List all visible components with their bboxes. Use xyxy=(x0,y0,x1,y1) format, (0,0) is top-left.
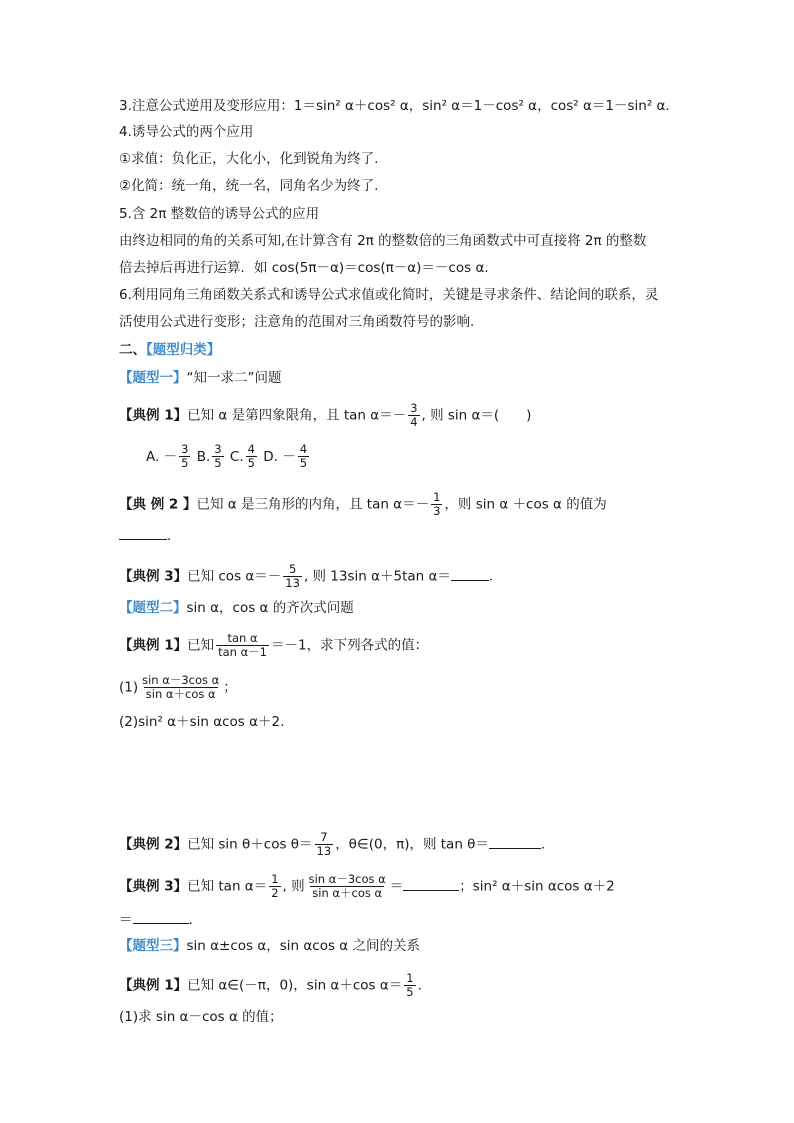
type3-tag: 【题型三】 xyxy=(119,938,187,954)
example-tag: 【典例 2】 xyxy=(119,836,188,853)
example-tag: 【典例 1】 xyxy=(119,977,188,994)
point-6a: 6.利用同角三角函数关系式和诱导公式求值或化简时，关键是寻求条件、结论间的联系，灵 xyxy=(119,287,659,303)
section-title: 【题型归类】 xyxy=(146,342,221,358)
semicolon: ； xyxy=(223,679,237,696)
fraction-numerator: 1 xyxy=(271,872,279,886)
equals: ＝ xyxy=(119,912,133,928)
type2-example2 xyxy=(119,831,545,858)
type2-example3 xyxy=(119,873,615,900)
fraction-numerator: 5 xyxy=(288,562,297,576)
type1-choices xyxy=(146,443,311,470)
fraction xyxy=(216,632,269,659)
equals: ＝ xyxy=(389,878,404,895)
fraction-denominator: 2 xyxy=(271,886,279,900)
type1-example2-blank xyxy=(119,527,171,545)
section-heading xyxy=(119,341,220,359)
choice-a xyxy=(146,442,192,470)
example-text: 已知 sin θ＋cos θ＝ xyxy=(187,836,313,853)
type1-heading xyxy=(119,369,282,387)
type3-heading xyxy=(119,937,420,955)
fraction xyxy=(307,873,388,900)
type3-example1 xyxy=(119,972,422,999)
question-label: (1) xyxy=(119,679,139,696)
fraction-denominator: tan α－1 xyxy=(218,645,267,659)
example-text: ，则 sin α ＋cos α 的值为 xyxy=(444,496,607,513)
fraction-denominator: sin α＋cos α xyxy=(145,687,216,701)
fraction xyxy=(404,972,415,999)
example-tag: 【典例 1】 xyxy=(119,407,188,424)
fraction-numerator: sin α－3cos α xyxy=(142,673,220,687)
type1-example1 xyxy=(119,402,531,429)
fraction-numerator: 7 xyxy=(320,830,328,844)
example-tag: 【典例 3】 xyxy=(119,568,188,585)
fraction xyxy=(431,491,442,518)
type2-example1 xyxy=(119,632,428,659)
fraction-numerator: 3 xyxy=(410,401,418,415)
type3-text: sin α±cos α，sin αcos α 之间的关系 xyxy=(186,938,420,954)
fraction xyxy=(408,402,419,429)
example-tag: 【典 例 2 】 xyxy=(119,496,197,513)
section-prefix: 二、 xyxy=(119,342,146,358)
example-text: ，θ∈(0，π)，则 tan θ＝ xyxy=(335,836,489,853)
type1-text: “知一求二”问题 xyxy=(186,370,282,386)
period: . xyxy=(188,912,193,928)
choice-label: C. xyxy=(229,448,244,465)
point-5a: 由终边相同的角的关系可知,在计算含有 2π 的整数倍的三角函数式中可直接将 2π 的整数 xyxy=(119,233,647,249)
type2-example3-continued xyxy=(119,911,193,929)
example-text: 已知 α 是三角形的内角，且 tan α＝－ xyxy=(196,496,430,513)
answer-blank xyxy=(119,527,167,540)
fraction-denominator: 5 xyxy=(214,456,222,470)
point-4a: ①求值：负化正，大化小，化到锐角为终了. xyxy=(119,151,379,167)
fraction xyxy=(140,674,221,701)
fraction-numerator: sin α－3cos α xyxy=(308,872,386,886)
period: . xyxy=(488,568,494,585)
fraction-numerator: 4 xyxy=(247,442,255,456)
type2-text: sin α，cos α 的齐次式问题 xyxy=(186,600,354,616)
period: . xyxy=(417,977,422,994)
type2-q1 xyxy=(119,674,237,701)
example-text: , 则 xyxy=(282,878,305,895)
fraction-denominator: 5 xyxy=(247,456,255,470)
point-3: 3.注意公式逆用及变形应用：1＝sin² α＋cos² α，sin² α＝1－cos² α，cos² α＝1－sin² α. xyxy=(119,98,670,114)
period: . xyxy=(540,836,546,853)
answer-blank xyxy=(133,911,189,924)
example-text: , 则 sin α＝( ) xyxy=(421,407,532,424)
point-5b: 倍去掉后再进行运算．如 cos(5π－α)＝cos(π－α)＝－cos α. xyxy=(119,260,489,276)
example-tag: 【典例 3】 xyxy=(119,878,188,895)
example-text: ；sin² α＋sin αcos α＋2 xyxy=(459,878,615,895)
answer-blank xyxy=(403,878,459,891)
point-5: 5.含 2π 整数倍的诱导公式的应用 xyxy=(119,206,320,222)
type2-tag: 【题型二】 xyxy=(119,600,187,616)
type1-example2 xyxy=(119,491,607,518)
choice-c xyxy=(229,442,259,470)
point-4: 4.诱导公式的两个应用 xyxy=(119,124,254,140)
fraction-numerator: tan α xyxy=(227,631,258,645)
example-text: 已知 α 是第四象限角，且 tan α＝－ xyxy=(187,407,407,424)
choice-d xyxy=(263,442,311,470)
period: . xyxy=(167,528,172,544)
fraction xyxy=(269,873,280,900)
fraction xyxy=(315,831,334,858)
example-text: 已知 xyxy=(187,637,215,654)
fraction-numerator: 1 xyxy=(433,490,441,504)
example-text: , 则 13sin α＋5tan α＝ xyxy=(303,568,451,585)
fraction-numerator: 3 xyxy=(181,442,189,456)
example-text: 已知 tan α＝ xyxy=(187,878,268,895)
fraction xyxy=(283,563,302,590)
fraction-denominator: 5 xyxy=(181,456,189,470)
type3-q1: (1)求 sin α－cos α 的值； xyxy=(119,1009,283,1025)
type1-tag: 【题型一】 xyxy=(119,370,187,386)
fraction-denominator: 4 xyxy=(410,415,418,429)
choice-label: D. － xyxy=(263,448,296,465)
example-text: 已知 cos α＝－ xyxy=(187,568,282,585)
choice-label: B. xyxy=(196,448,211,465)
point-6b: 活使用公式进行变形；注意角的范围对三角函数符号的影响. xyxy=(119,314,475,330)
fraction-denominator: 13 xyxy=(316,844,332,858)
fraction-numerator: 1 xyxy=(406,971,414,985)
choice-label: A. － xyxy=(146,448,178,465)
type2-q2: (2)sin² α＋sin αcos α＋2. xyxy=(119,714,285,730)
example-tag: 【典例 1】 xyxy=(119,637,188,654)
answer-blank xyxy=(451,568,489,581)
type1-example3 xyxy=(119,563,493,590)
fraction-denominator: 5 xyxy=(406,985,414,999)
type2-heading xyxy=(119,599,354,617)
fraction-denominator: sin α＋cos α xyxy=(312,886,383,900)
answer-blank xyxy=(489,836,541,849)
point-4b: ②化简：统一角，统一名，同角名少为终了. xyxy=(119,178,379,194)
fraction-denominator: 5 xyxy=(299,456,308,470)
fraction-denominator: 13 xyxy=(285,576,300,590)
fraction-numerator: 4 xyxy=(299,442,308,456)
example-text: 已知 α∈(－π，0)，sin α＋cos α＝ xyxy=(187,977,403,994)
example-text: ＝－1，求下列各式的值： xyxy=(271,637,429,654)
fraction-numerator: 3 xyxy=(214,442,222,456)
choice-b xyxy=(196,442,226,470)
fraction-denominator: 3 xyxy=(433,504,441,518)
